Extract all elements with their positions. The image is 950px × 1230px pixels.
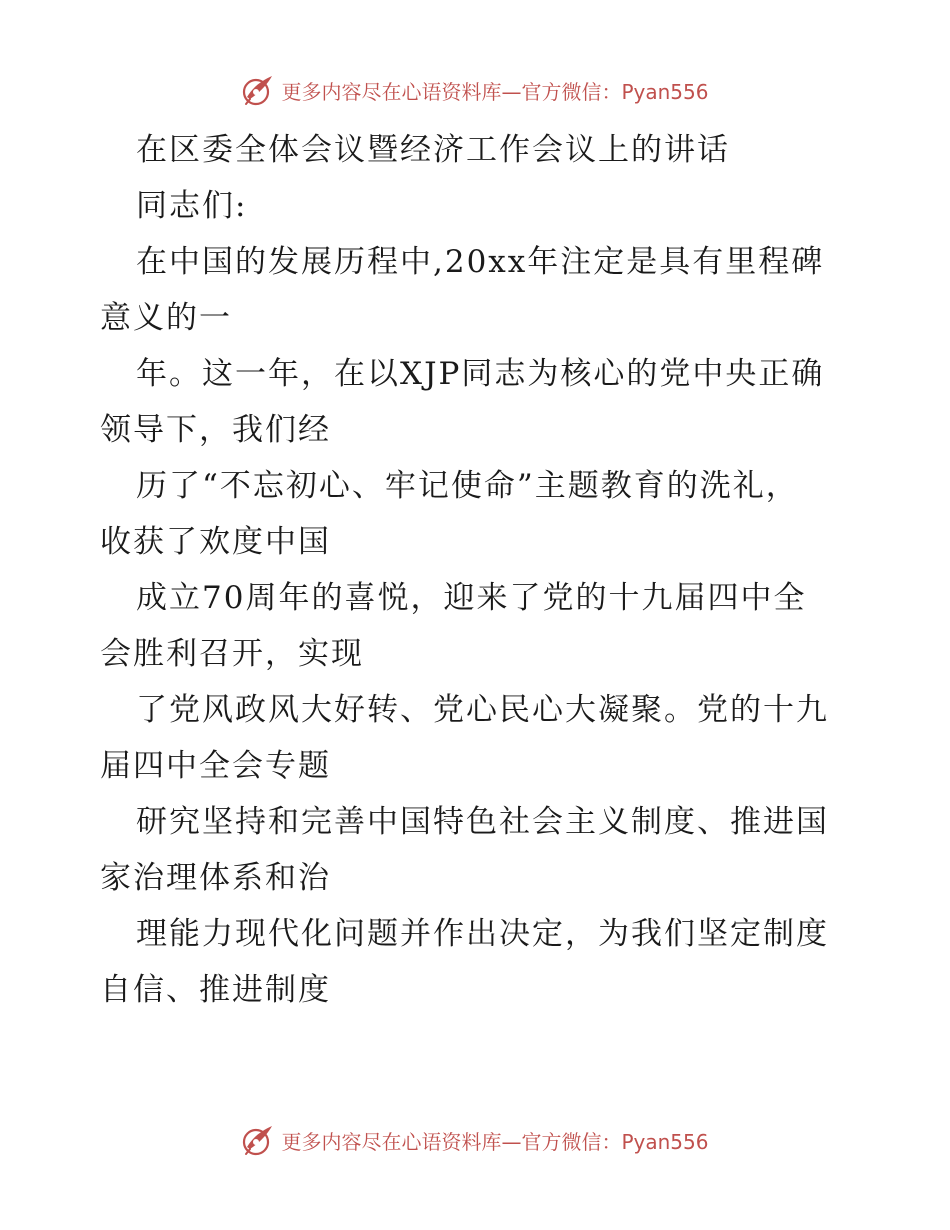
watermark-text: 更多内容尽在心语资料库—官方微信：Pyan556 [281,79,709,104]
quill-logo-icon [241,1123,275,1157]
paragraph-line: 了党风政风大好转、党心民心大凝聚。党的十九 [136,692,829,728]
paragraph-line: 自信、推进制度 [100,972,331,1008]
paragraph-line: 领导下，我们经 [100,412,331,448]
paragraph-line: 成立70周年的喜悦，迎来了党的十九届四中全 [136,580,807,616]
paragraph-line: 研究坚持和完善中国特色社会主义制度、推进国 [136,804,829,840]
paragraph-line: 同志们: [136,188,248,224]
quill-logo-icon [241,73,275,107]
paragraph-line: 收获了欢度中国 [100,524,331,560]
footer-watermark [0,1120,950,1160]
paragraph-line: 届四中全会专题 [100,748,331,784]
header-watermark [0,70,950,110]
paragraph-line: 年。这一年，在以XJP同志为核心的党中央正确 [136,356,825,392]
paragraph-line: 历了“不忘初心、牢记使命”主题教育的洗礼， [136,468,799,504]
document-body [100,122,860,1018]
paragraph-line: 家治理体系和治 [100,860,331,896]
paragraph-line: 意义的一 [100,300,232,336]
paragraph-line: 会胜利召开，实现 [100,636,364,672]
paragraph-line: 理能力现代化问题并作出决定，为我们坚定制度 [136,916,829,952]
watermark-text: 更多内容尽在心语资料库—官方微信：Pyan556 [281,1129,709,1154]
document-title: 在区委全体会议暨经济工作会议上的讲话 [136,132,730,168]
paragraph-line: 在中国的发展历程中,20xx年注定是具有里程碑 [136,244,825,280]
